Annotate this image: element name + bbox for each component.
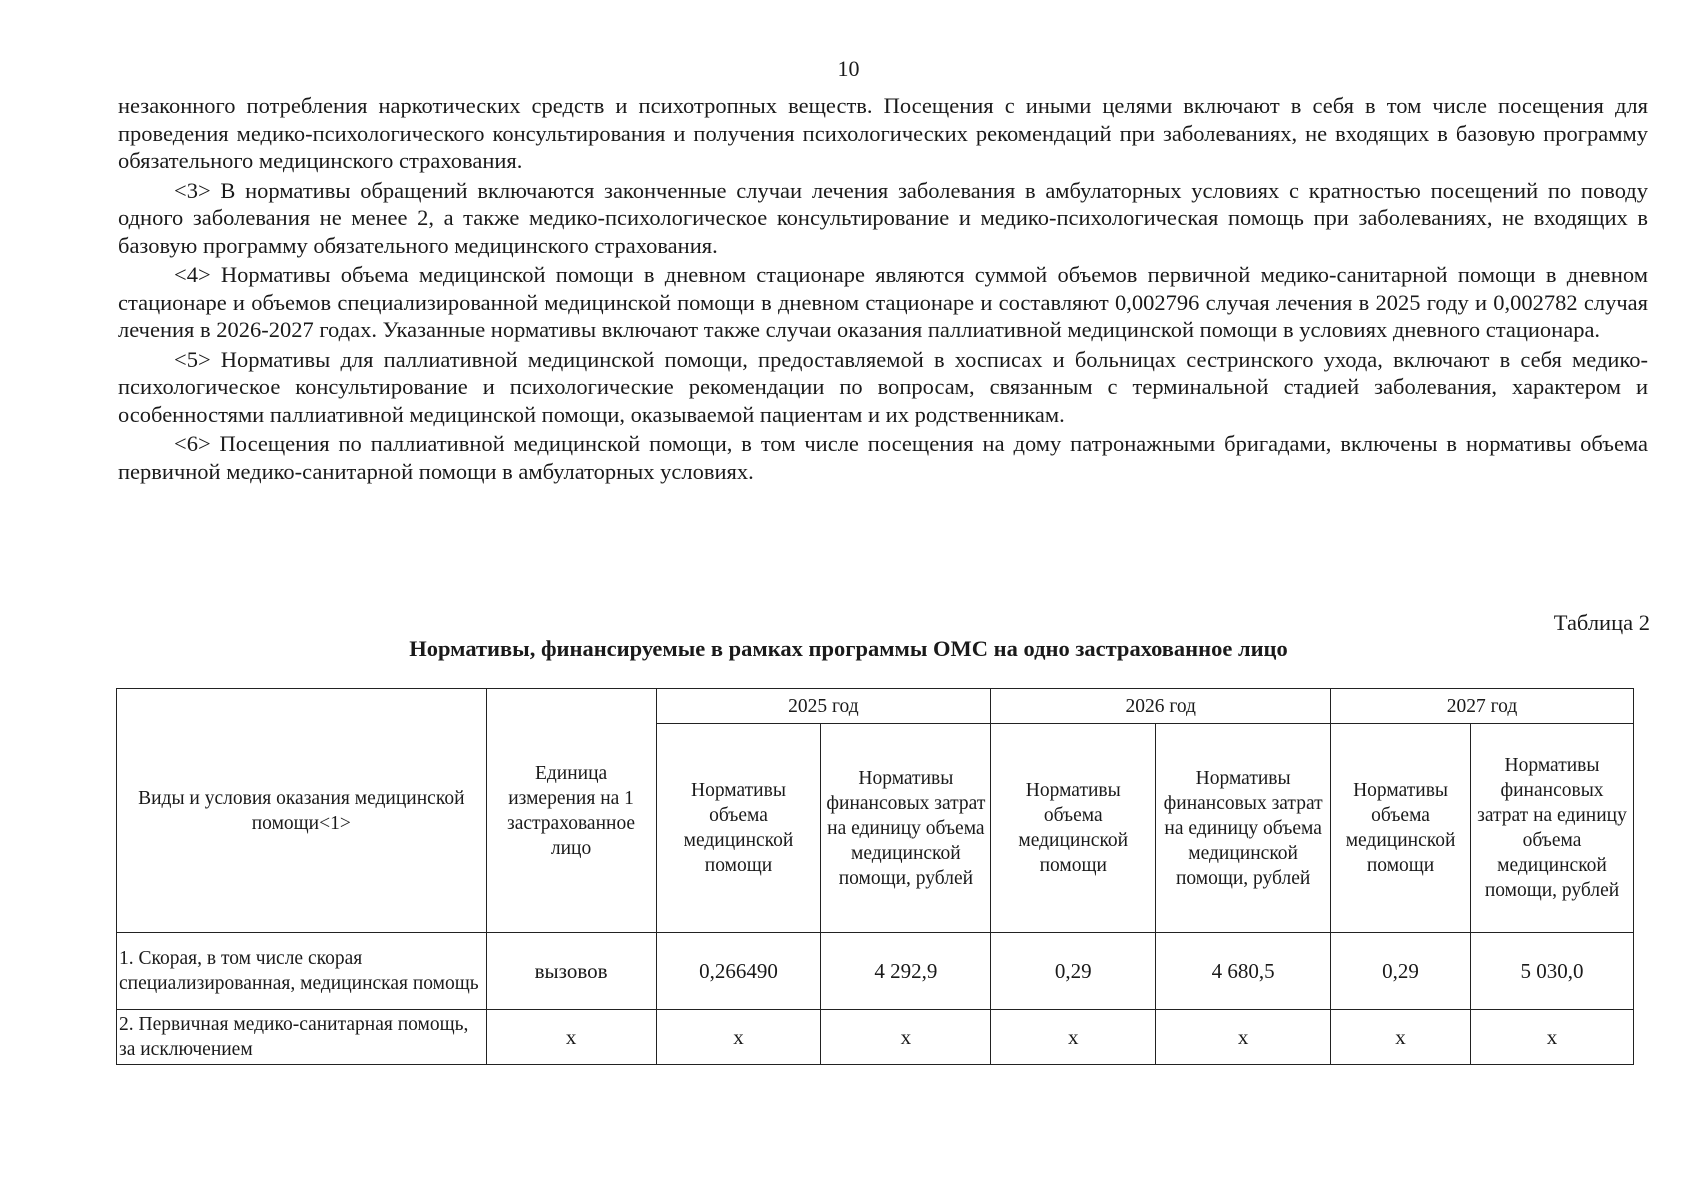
- table-row: [117, 1010, 1634, 1065]
- footnote-3: <3> В нормативы обращений включаются законченные случаи лечения заболевания в амбулаторных условиях с кратностью посещений по поводу одного заболевания не менее 2, а также медико-психологическое консультирование и медико-психологическая помощь при заболеваниях, не входящих в базовую программу обязательного медицинского страхования.: [118, 177, 1648, 258]
- header-year-2025: 2025 год: [656, 689, 991, 724]
- cell-value: 0,29: [1331, 933, 1471, 1010]
- table-row: [117, 933, 1634, 1010]
- cell-value: 0,266490: [656, 933, 821, 1010]
- header-cost-2026: Нормативы финансовых затрат на единицу объема медицинской помощи, рублей: [1156, 724, 1331, 933]
- cell-value: х: [821, 1010, 991, 1065]
- header-volume-2026: Нормативы объема медицинской помощи: [991, 724, 1156, 933]
- paragraph: незаконного потребления наркотических средств и психотропных веществ. Посещения с иными целями включают в себя в том числе посещения для проведения медико-психологического консультирования и получения психологических рекомендаций при заболеваниях, не входящих в базовую программу обязательного медицинского страхования.: [118, 93, 1648, 173]
- cell-value: 4 680,5: [1156, 933, 1331, 1010]
- header-cost-2027: Нормативы финансовых затрат на единицу объема медицинской помощи, рублей: [1471, 724, 1634, 933]
- cell-value: 0,29: [991, 933, 1156, 1010]
- header-volume-2025: Нормативы объема медицинской помощи: [656, 724, 821, 933]
- header-cost-2025: Нормативы финансовых затрат на единицу объема медицинской помощи, рублей: [821, 724, 991, 933]
- cell-value: х: [656, 1010, 821, 1065]
- footnote-5: <5> Нормативы для паллиативной медицинской помощи, предоставляемой в хосписах и больницах сестринского ухода, включают в себя медико-психологическое консультирование и психологические рекомендации по вопросам, связанным с терминальной стадией заболевания, характером и особенностями паллиативной медицинской помощи, оказываемой пациентам и их родственникам.: [118, 346, 1648, 427]
- page-number: 10: [837, 56, 860, 81]
- footnotes-text: [118, 92, 1648, 487]
- row-unit: х: [486, 1010, 656, 1065]
- cell-value: 4 292,9: [821, 933, 991, 1010]
- norms-table: [116, 688, 1634, 1065]
- footnote-4: <4> Нормативы объема медицинской помощи в дневном стационаре являются суммой объемов первичной медико-санитарной помощи в дневном стационаре и объемов специализированной медицинской помощи в дневном стационаре и составляют 0,002796 случая лечения в 2025 году и 0,002782 случая лечения в 2026-2027 годах. Указанные нормативы включают также случаи оказания паллиативной медицинской помощи в условиях дневного стационара.: [118, 262, 1648, 342]
- row-unit: вызовов: [486, 933, 656, 1010]
- header-type: Виды и условия оказания медицинской помощи<1>: [117, 689, 487, 933]
- table-label: Таблица 2: [1553, 610, 1650, 635]
- row-label: 1. Скорая, в том числе скорая специализированная, медицинская помощь: [117, 933, 487, 1010]
- cell-value: х: [1156, 1010, 1331, 1065]
- cell-value: х: [1471, 1010, 1634, 1065]
- header-volume-2027: Нормативы объема медицинской помощи: [1331, 724, 1471, 933]
- cell-value: х: [991, 1010, 1156, 1065]
- header-unit: Единица измерения на 1 застрахованное лицо: [486, 689, 656, 933]
- header-year-2026: 2026 год: [991, 689, 1331, 724]
- table-title: Нормативы, финансируемые в рамках программы ОМС на одно застрахованное лицо: [409, 636, 1288, 661]
- footnote-6: <6> Посещения по паллиативной медицинской помощи, в том числе посещения на дому патронажными бригадами, включены в нормативы объема первичной медико-санитарной помощи в амбулаторных условиях.: [118, 431, 1648, 484]
- cell-value: х: [1331, 1010, 1471, 1065]
- cell-value: 5 030,0: [1471, 933, 1634, 1010]
- header-year-2027: 2027 год: [1331, 689, 1634, 724]
- row-label: 2. Первичная медико-санитарная помощь, за исключением: [117, 1010, 487, 1065]
